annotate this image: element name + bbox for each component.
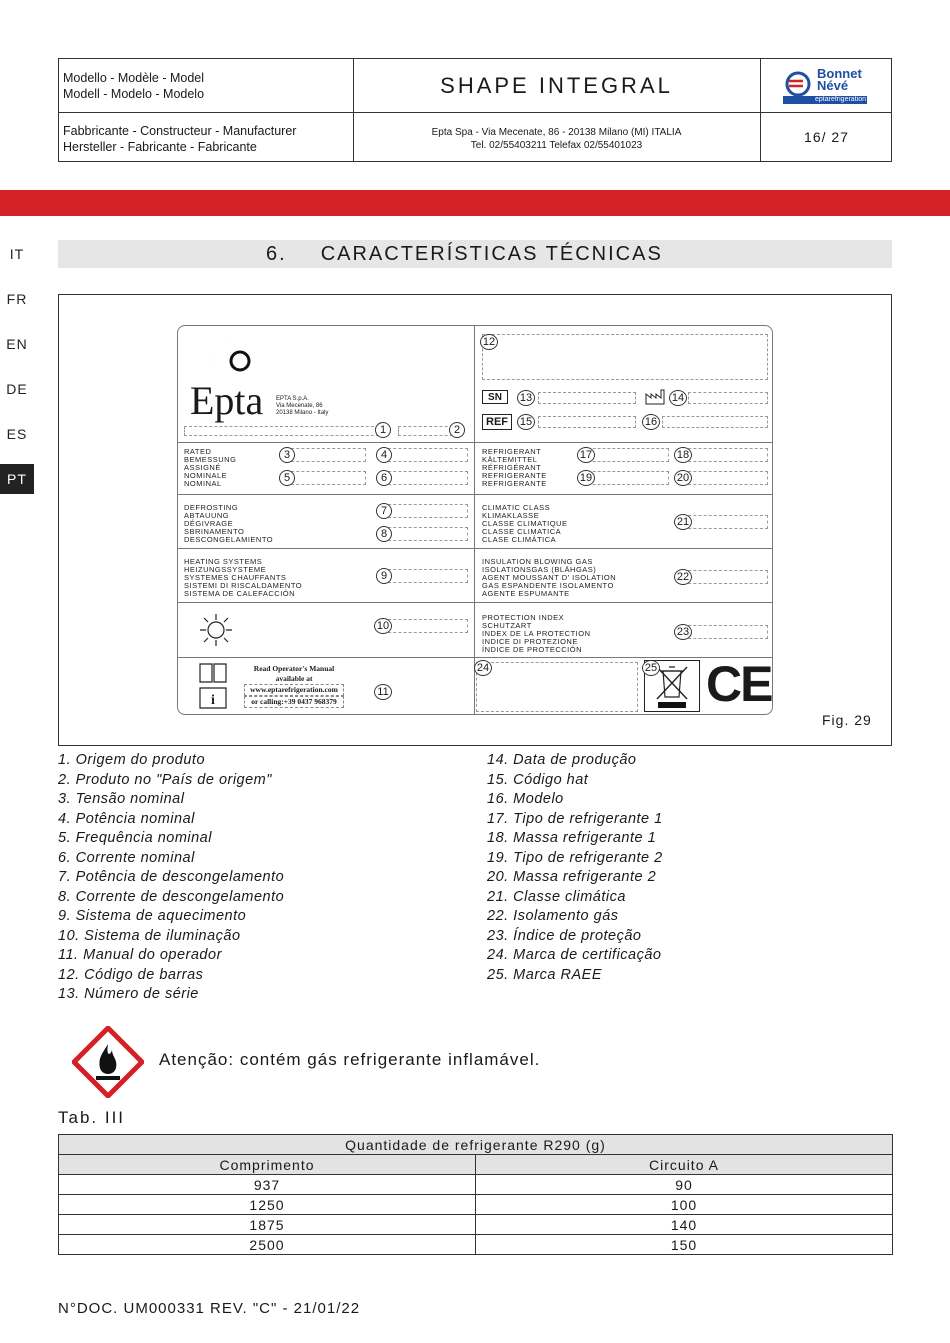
legend-item: 8. Corrente de descongelamento [58, 888, 285, 905]
marker-4: 4 [376, 447, 392, 463]
legend-item: 22. Isolamento gás [487, 908, 619, 924]
defrosting-label: ABTAUUNG [184, 511, 230, 520]
rated-label: NOMINALE [184, 471, 228, 480]
ce-mark: CE [706, 656, 772, 712]
marker-8: 8 [376, 526, 392, 542]
table-cell: 140 [476, 1215, 893, 1235]
field-1 [184, 426, 384, 436]
refrigerant-label: KÄLTEMITTEL [482, 455, 538, 464]
heating-label: HEATING SYSTEMS [184, 557, 263, 566]
defrosting-label: DEFROSTING [184, 503, 239, 512]
insulation-label: INSULATION BLOWING GAS [482, 557, 593, 566]
manual-line: Read Operator's Manual [253, 664, 335, 673]
field-14 [688, 392, 768, 404]
legend-item: 4. Potência nominal [58, 810, 195, 827]
insulation-label: AGENTE ESPUMANTE [482, 589, 570, 598]
rated-label: NOMINAL [184, 479, 222, 488]
defrosting-labels [184, 504, 273, 544]
legend-left [58, 751, 284, 1005]
climatic-label: CLIMATIC CLASS [482, 503, 551, 512]
field-16 [662, 416, 768, 428]
climatic-label: CLASSE CLIMATICA [482, 527, 562, 536]
field-12 [482, 334, 768, 380]
rated-labels [184, 448, 236, 488]
legend-item: 25. Marca RAEE [487, 966, 602, 983]
manufacturer-address [353, 126, 760, 152]
manual-url: www.eptarefrigeration.com [244, 684, 344, 696]
epta-address-line: 20138 Milano - Italy [276, 410, 329, 416]
refrigerant-label: REFRIGERANTE [482, 479, 547, 488]
insulation-label: ISOLATIONSGAS (BLÄHGAS) [482, 565, 597, 574]
heating-label: SISTEMA DE CALEFACCIÓN [184, 589, 296, 598]
legend-item: 16. Modelo [487, 791, 564, 807]
defrosting-label: DÉGIVRAGE [184, 519, 234, 528]
marker-3: 3 [279, 447, 295, 463]
insulation-label: AGENT MOUSSANT D' ISOLATION [482, 573, 617, 582]
protection-label: INDICE DI PROTEZIONE [482, 637, 578, 646]
address-line: Tel. 02/55403211 Telefax 02/55401023 [470, 140, 643, 151]
legend-item: 23. Índice de proteção [487, 927, 642, 944]
model-value: SHAPE INTEGRAL [440, 73, 673, 98]
field-24 [476, 662, 638, 712]
marker-9: 9 [376, 568, 392, 584]
climatic-label: KLIMAKLASSE [482, 511, 540, 520]
marker-13: 13 [517, 390, 535, 406]
table-cell: 100 [476, 1195, 893, 1215]
legend-item: 20. Massa refrigerante 2 [487, 869, 657, 885]
insulation-label: GAS ESPANDENTE ISOLAMENTO [482, 581, 614, 590]
table-row [59, 1195, 893, 1215]
field-4 [383, 448, 468, 462]
defrosting-label: SBRINAMENTO [184, 527, 245, 536]
manufacturer-label-line: Hersteller - Fabricante - Fabricante [63, 140, 257, 154]
field-17 [583, 448, 669, 462]
table-caption: Tab. III [58, 1108, 126, 1127]
epta-brand: Epta [190, 378, 264, 423]
legend-item: 15. Código hat [487, 771, 589, 788]
defrosting-label: DESCONGELAMIENTO [184, 535, 274, 544]
heating-label: HEIZUNGSSYSTEME [184, 565, 267, 574]
legend-item: 17. Tipo de refrigerante 1 [487, 810, 663, 827]
svg-text:i: i [211, 693, 215, 708]
refrigerant-label: REFRIGERANT [482, 447, 542, 456]
factory-icon [644, 388, 666, 406]
heating-label: SISTEMI DI RISCALDAMENTO [184, 581, 303, 590]
table-cell: 2500 [59, 1235, 476, 1255]
protection-label: INDEX DE LA PROTECTION [482, 629, 591, 638]
header-divider [760, 59, 761, 161]
legend-item: 7. Potência de descongelamento [58, 869, 285, 885]
table-row [59, 1235, 893, 1255]
legend-item: 11. Manual do operador [58, 947, 222, 963]
marker-7: 7 [376, 503, 392, 519]
lang-tab-de[interactable]: DE [6, 381, 28, 397]
rated-label: ASSIGNÉ [184, 463, 221, 472]
marker-17: 17 [577, 447, 595, 463]
section-title: CARACTERÍSTICAS TÉCNICAS [320, 242, 663, 265]
field-3 [286, 448, 366, 462]
rated-label: RATED [184, 447, 212, 456]
climatic-label: CLASSE CLIMATIQUE [482, 519, 568, 528]
legend-item: 3. Tensão nominal [58, 791, 185, 807]
legend-item: 12. Código de barras [58, 966, 204, 983]
field-9 [383, 569, 468, 583]
marker-21: 21 [674, 514, 692, 530]
refrigerant-labels [482, 448, 547, 488]
table-cell: 1875 [59, 1215, 476, 1235]
marker-2: 2 [449, 422, 465, 438]
legend-item: 1. Origem do produto [58, 752, 206, 768]
flammable-warning-icon [72, 1026, 144, 1098]
field-19 [583, 471, 669, 485]
marker-18: 18 [674, 447, 692, 463]
rating-plate [177, 325, 773, 715]
marker-11: 11 [374, 684, 392, 700]
legend-item: 10. Sistema de iluminação [58, 927, 241, 944]
plate-divider [178, 657, 772, 658]
plate-divider [178, 494, 772, 495]
column-header: Circuito A [476, 1155, 893, 1175]
legend-item: 2. Produto no "País de origem" [58, 771, 272, 788]
legend-item: 6. Corrente nominal [58, 849, 195, 866]
field-10 [383, 619, 468, 633]
manual-phone: or calling:+39 0437 968379 [244, 696, 344, 708]
marker-20: 20 [674, 470, 692, 486]
table-cell: 937 [59, 1175, 476, 1195]
marker-6: 6 [376, 470, 392, 486]
lang-tab-pt[interactable]: PT [0, 464, 34, 494]
address-line: Epta Spa - Via Mecenate, 86 - 20138 Milano (MI) ITALIA [431, 127, 682, 138]
legend-item: 5. Frequência nominal [58, 830, 212, 846]
table-header-row [59, 1135, 893, 1155]
model-label-line: Modello - Modèle - Model [63, 71, 205, 85]
field-7 [383, 504, 468, 518]
warning-text: Atenção: contém gás refrigerante inflamável. [159, 1050, 541, 1069]
manufacturer-label-line: Fabbricante - Constructeur - Manufacturer [63, 124, 297, 138]
protection-labels [482, 614, 591, 654]
document-footer: N°DOC. UM000331 REV. "C" - 21/01/22 [58, 1300, 361, 1317]
plate-divider [178, 548, 772, 549]
marker-19: 19 [577, 470, 595, 486]
protection-label: PROTECTION INDEX [482, 613, 565, 622]
refrigerant-label: RÉFRIGÉRANT [482, 463, 542, 472]
table-row [59, 1215, 893, 1235]
refrigerant-label: REFRIGERANTE [482, 471, 547, 480]
protection-label: ÍNDICE DE PROTECCIÓN [482, 645, 583, 654]
bonnet-neve-logo [783, 67, 895, 105]
epta-address-line: Via Mecenate, 86 [276, 403, 323, 409]
protection-label: SCHUTZART [482, 621, 532, 630]
table-cell: 1250 [59, 1195, 476, 1215]
epta-address-line: EPTA S.p.A. [276, 396, 309, 402]
red-band [0, 190, 950, 216]
legend-item: 13. Número de série [58, 986, 199, 1002]
table-cell: 90 [476, 1175, 893, 1195]
refrigerant-table [58, 1134, 893, 1255]
field-6 [383, 471, 468, 485]
manual-text [244, 664, 344, 708]
manufacturer-label [63, 123, 296, 155]
table-title: Quantidade de refrigerante R290 (g) [59, 1135, 893, 1155]
plate-divider [178, 602, 772, 603]
ref-badge: REF [482, 414, 512, 430]
page-number: 16/ 27 [804, 129, 849, 145]
lang-tab-en[interactable]: EN [6, 336, 28, 352]
table-header-row [59, 1155, 893, 1175]
field-5 [286, 471, 366, 485]
heating-label: SYSTEMES CHAUFFANTS [184, 573, 287, 582]
section-heading [58, 240, 892, 268]
logo-text: eptarefrigeration [815, 96, 866, 103]
marker-25: 25 [642, 660, 660, 676]
manual-book-icon [198, 660, 230, 712]
lang-tab-fr[interactable]: FR [6, 291, 28, 307]
legend-item: 24. Marca de certificação [487, 947, 662, 963]
marker-10: 10 [374, 618, 392, 634]
marker-5: 5 [279, 470, 295, 486]
table-cell: 150 [476, 1235, 893, 1255]
marker-1: 1 [375, 422, 391, 438]
model-label-line: Modell - Modelo - Modelo [63, 87, 205, 101]
figure-caption: Fig. 29 [822, 712, 872, 728]
lang-tab-es[interactable]: ES [6, 426, 28, 442]
marker-15: 15 [517, 414, 535, 430]
field-13 [538, 392, 636, 404]
lighting-icon [196, 610, 236, 650]
plate-divider [474, 326, 475, 714]
model-label [63, 70, 204, 102]
climatic-labels [482, 504, 567, 544]
legend-item: 18. Massa refrigerante 1 [487, 830, 657, 846]
header-divider [59, 112, 891, 113]
marker-22: 22 [674, 569, 692, 585]
climatic-label: CLASE CLIMÁTICA [482, 535, 557, 544]
logo-text: Névé [817, 78, 849, 93]
insulation-labels [482, 558, 616, 598]
rated-label: BEMESSUNG [184, 455, 237, 464]
manual-line: available at [275, 674, 313, 683]
heating-labels [184, 558, 302, 598]
marker-24: 24 [474, 660, 492, 676]
sn-badge: SN [482, 390, 508, 404]
plate-divider [178, 442, 772, 443]
field-8 [383, 527, 468, 541]
marker-16: 16 [642, 414, 660, 430]
column-header: Comprimento [59, 1155, 476, 1175]
legend-right [487, 751, 663, 985]
legend-item: 21. Classe climática [487, 888, 626, 905]
logo-text: Bonnet [817, 66, 862, 81]
table-row [59, 1175, 893, 1195]
legend-item: 9. Sistema de aquecimento [58, 908, 247, 924]
section-number: 6. [266, 242, 287, 265]
field-15 [538, 416, 636, 428]
marker-23: 23 [674, 624, 692, 640]
epta-address [276, 396, 328, 417]
legend-item: 19. Tipo de refrigerante 2 [487, 849, 663, 866]
lang-tab-it[interactable]: IT [9, 246, 25, 262]
legend-item: 14. Data de produção [487, 752, 637, 768]
marker-14: 14 [669, 390, 687, 406]
marker-12: 12 [480, 334, 498, 350]
document-header [58, 58, 892, 162]
